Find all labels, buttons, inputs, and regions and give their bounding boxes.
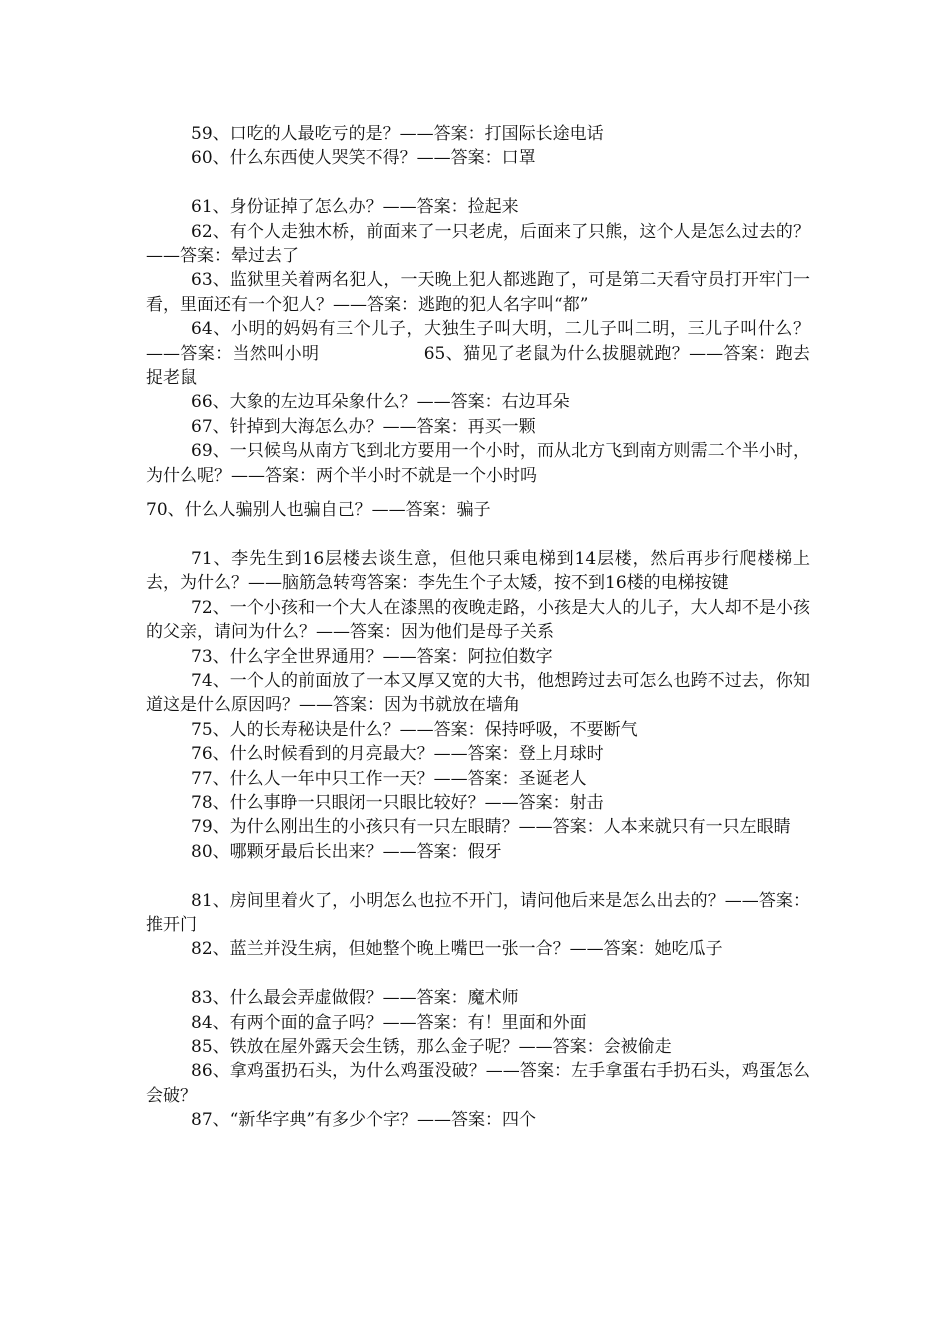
paragraph-75: 75、人的长寿秘诀是什么？——答案：保持呼吸，不要断气 [191,719,638,740]
paragraph-59: 59、口吃的人最吃亏的是？——答案：打国际长途电话 [191,124,604,144]
paragraph-70: 70、什么人骗别人也骗自己？——答案：骗子 [146,500,491,521]
paragraph-81: 81、房间里着火了，小明怎么也拉不开门，请问他后来是怎么出去的？——答案：推开门 [146,890,810,935]
blank-line [146,488,810,498]
blank-line [146,522,810,546]
paragraph-83: 83、什么最会弄虚做假？——答案：魔术师 [191,988,519,1009]
paragraph-69: 69、一只候鸟从南方飞到北方要用一个小时，而从北方飞到南方则需二个半小时，为什么呢？——答案：两个半小时不就是一个小时吗 [146,441,810,486]
paragraph-82: 82、蓝兰并没生病，但她整个晚上嘴巴一张一合？——答案：她吃瓜子 [191,939,723,960]
blank-line [146,864,810,888]
paragraph-78: 78、什么事睁一只眼闭一只眼比较好？——答案：射击 [191,792,604,813]
paragraph-87: 87、“新华字典”有多少个字？——答案：四个 [191,1110,537,1131]
paragraph-63: 63、监狱里关着两名犯人，一天晚上犯人都逃跑了，可是第二天看守员打开牢门一看，里面还有一个犯人？——答案：逃跑的犯人名字叫“都” [146,270,810,315]
paragraph-86: 86、拿鸡蛋扔石头，为什么鸡蛋没破？——答案：左手拿蛋右手扔石头，鸡蛋怎么会破？ [146,1061,810,1106]
paragraph-66: 66、大象的左边耳朵象什么？——答案：右边耳朵 [191,392,570,413]
document-body [146,122,810,1133]
paragraph-84: 84、有两个面的盒子吗？——答案：有！里面和外面 [191,1012,587,1033]
paragraph-85: 85、铁放在屋外露天会生锈，那么金子呢？——答案：会被偷走 [191,1036,672,1057]
paragraph-79: 79、为什么刚出生的小孩只有一只左眼睛？——答案：人本来就只有一只左眼睛 [191,817,791,838]
blank-line [146,962,810,986]
paragraph-77: 77、什么人一年中只工作一天？——答案：圣诞老人 [191,768,587,789]
paragraph-71: 71、李先生到16层楼去谈生意，但他只乘电梯到14层楼，然后再步行爬楼梯上去，为什么？——脑筋急转弯答案：李先生个子太矮，按不到16楼的电梯按键 [146,548,810,594]
paragraph-72: 72、一个小孩和一个大人在漆黑的夜晚走路，小孩是大人的儿子，大人却不是小孩的父亲，请问为什么？——答案：因为他们是母子关系 [146,597,810,643]
paragraph-61: 61、身份证掉了怎么办？——答案：捡起来 [191,197,519,218]
paragraph-64-65: 64、小明的妈妈有三个儿子，大独生子叫大明，二儿子叫二明，三儿子叫什么？——答案：当然叫小明 65、猫见了老鼠为什么拔腿就跑？——答案：跑去捉老鼠 [146,319,810,389]
paragraph-73: 73、什么字全世界通用？——答案：阿拉伯数字 [191,646,553,667]
paragraph-60: 60、什么东西使人哭笑不得？——答案：口罩 [191,148,536,169]
paragraph-62: 62、有个人走独木桥，前面来了一只老虎，后面来了只熊，这个人是怎么过去的？——答案：晕过去了 [146,221,810,267]
paragraph-67: 67、针掉到大海怎么办？——答案：再买一颗 [191,416,536,437]
paragraph-74: 74、一个人的前面放了一本又厚又宽的大书，他想跨过去可怎么也跨不过去，你知道这是什么原因吗？——答案：因为书就放在墙角 [146,670,810,716]
paragraph-80: 80、哪颗牙最后长出来？——答案：假牙 [191,841,502,862]
blank-line [146,171,810,195]
paragraph-76: 76、什么时候看到的月亮最大？——答案：登上月球时 [191,744,604,765]
